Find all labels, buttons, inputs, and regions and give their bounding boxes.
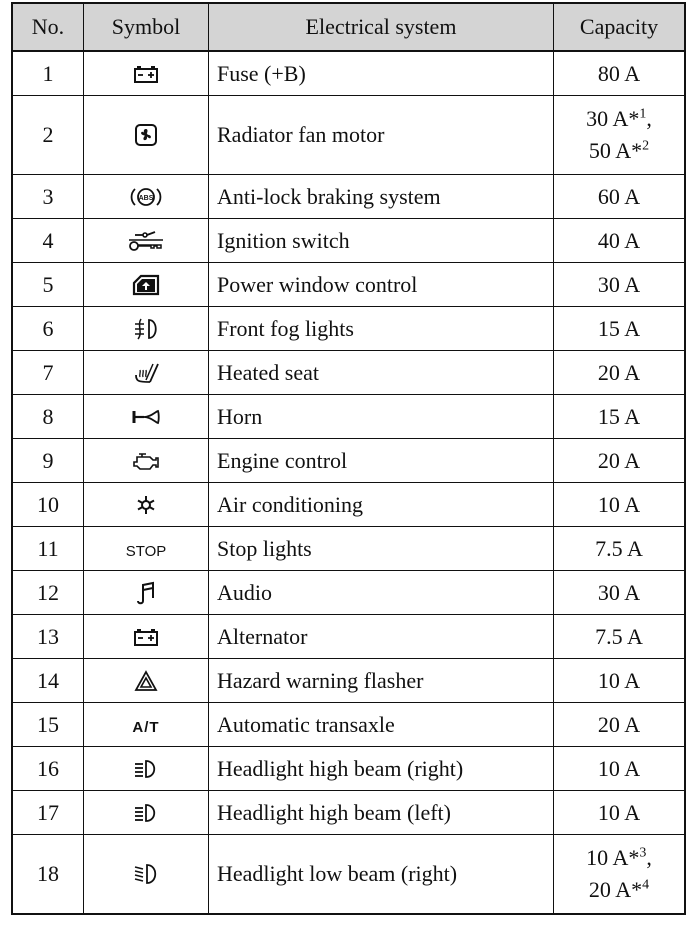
symbol-cell — [84, 51, 209, 96]
table-row — [12, 96, 685, 175]
capacity-value: 10 A — [554, 791, 686, 835]
symbol-cell — [84, 96, 209, 175]
table-row — [12, 483, 685, 527]
table-row — [12, 791, 685, 835]
heated-seat-icon — [132, 361, 160, 385]
footnote-mark: 2 — [642, 138, 650, 154]
hazard-icon — [134, 670, 158, 692]
capacity-value: 15 A — [554, 307, 686, 351]
system-name: Fuse (+B) — [209, 51, 554, 96]
radiator-fan-icon — [134, 123, 158, 147]
capacity-value: 10 A — [554, 747, 686, 791]
header-no: No. — [12, 3, 84, 51]
table-row — [12, 219, 685, 263]
system-name: Anti-lock braking system — [209, 175, 554, 219]
row-number: 17 — [12, 791, 84, 835]
row-number: 9 — [12, 439, 84, 483]
row-number: 11 — [12, 527, 84, 571]
fuse-capacity-table — [11, 2, 686, 915]
header-capacity: Capacity — [554, 3, 686, 51]
system-name: Automatic transaxle — [209, 703, 554, 747]
symbol-cell — [84, 791, 209, 835]
capacity-value: 7.5 A — [554, 615, 686, 659]
system-name: Audio — [209, 571, 554, 615]
system-name: Air conditioning — [209, 483, 554, 527]
battery-icon — [133, 65, 159, 83]
header-symbol: Symbol — [84, 3, 209, 51]
capacity-value: 30 A — [554, 263, 686, 307]
system-name: Radiator fan motor — [209, 96, 554, 175]
capacity-value: 15 A — [554, 395, 686, 439]
row-number: 10 — [12, 483, 84, 527]
symbol-cell — [84, 703, 209, 747]
row-number: 4 — [12, 219, 84, 263]
table-header-row — [12, 3, 685, 51]
footnote-mark: 4 — [642, 877, 650, 893]
air-conditioning-icon — [135, 494, 157, 516]
row-number: 7 — [12, 351, 84, 395]
row-number: 5 — [12, 263, 84, 307]
row-number: 14 — [12, 659, 84, 703]
system-name: Alternator — [209, 615, 554, 659]
symbol-cell — [84, 659, 209, 703]
table-row — [12, 615, 685, 659]
table-row — [12, 439, 685, 483]
system-name: Front fog lights — [209, 307, 554, 351]
table-row — [12, 835, 685, 915]
system-name: Headlight high beam (left) — [209, 791, 554, 835]
table-row — [12, 307, 685, 351]
symbol-cell — [84, 307, 209, 351]
abs-icon — [129, 186, 163, 208]
symbol-cell — [84, 527, 209, 571]
ignition-key-icon — [127, 230, 165, 252]
system-name: Hazard warning flasher — [209, 659, 554, 703]
capacity-value — [554, 835, 686, 915]
table-row — [12, 571, 685, 615]
symbol-cell — [84, 835, 209, 915]
symbol-cell — [84, 219, 209, 263]
svg-text:ABS: ABS — [138, 194, 154, 202]
capacity-value: 10 A — [554, 483, 686, 527]
row-number: 18 — [12, 835, 84, 915]
row-number: 6 — [12, 307, 84, 351]
capacity-value: 10 A — [554, 659, 686, 703]
capacity-line: 10 A*$^3$, — [586, 845, 652, 870]
battery-icon — [133, 628, 159, 646]
symbol-cell — [84, 395, 209, 439]
row-number: 15 — [12, 703, 84, 747]
symbol-cell — [84, 615, 209, 659]
footnote-mark: 3 — [639, 845, 647, 861]
horn-icon — [131, 408, 161, 426]
header-system: Electrical system — [209, 3, 554, 51]
capacity-line: 30 A*$^1$, — [586, 106, 652, 131]
capacity-value: 20 A — [554, 703, 686, 747]
row-number: 1 — [12, 51, 84, 96]
table-row — [12, 395, 685, 439]
system-name: Engine control — [209, 439, 554, 483]
system-name: Heated seat — [209, 351, 554, 395]
stop-lights-icon: STOP — [125, 542, 167, 560]
capacity-value — [554, 96, 686, 175]
table-row — [12, 351, 685, 395]
symbol-cell — [84, 263, 209, 307]
table-row — [12, 527, 685, 571]
table-row — [12, 703, 685, 747]
row-number: 16 — [12, 747, 84, 791]
symbol-cell — [84, 483, 209, 527]
symbol-cell — [84, 351, 209, 395]
capacity-value: 7.5 A — [554, 527, 686, 571]
capacity-value: 30 A — [554, 571, 686, 615]
system-name: Power window control — [209, 263, 554, 307]
system-name: Stop lights — [209, 527, 554, 571]
table-row — [12, 659, 685, 703]
table-row — [12, 51, 685, 96]
symbol-cell — [84, 439, 209, 483]
footnote-mark: 1 — [639, 106, 647, 122]
capacity-value: 20 A — [554, 351, 686, 395]
automatic-transaxle-icon: A/T — [132, 718, 160, 736]
row-number: 2 — [12, 96, 84, 175]
table-row — [12, 175, 685, 219]
capacity-line: 50 A*$^2$ — [588, 138, 650, 163]
system-name: Headlight high beam (right) — [209, 747, 554, 791]
system-name: Ignition switch — [209, 219, 554, 263]
table-row — [12, 747, 685, 791]
high-beam-icon — [132, 803, 160, 823]
symbol-cell — [84, 747, 209, 791]
audio-icon — [136, 581, 156, 605]
front-fog-light-icon — [131, 317, 161, 341]
capacity-line: 20 A*$^4$ — [588, 877, 650, 902]
power-window-icon — [132, 274, 160, 296]
capacity-value: 60 A — [554, 175, 686, 219]
system-name: Headlight low beam (right) — [209, 835, 554, 915]
low-beam-icon — [132, 863, 160, 885]
system-name: Horn — [209, 395, 554, 439]
row-number: 12 — [12, 571, 84, 615]
table-row — [12, 263, 685, 307]
high-beam-icon — [132, 759, 160, 779]
row-number: 3 — [12, 175, 84, 219]
symbol-cell — [84, 571, 209, 615]
capacity-value: 20 A — [554, 439, 686, 483]
engine-icon — [131, 450, 161, 472]
capacity-value: 80 A — [554, 51, 686, 96]
row-number: 13 — [12, 615, 84, 659]
symbol-cell — [84, 175, 209, 219]
capacity-value: 40 A — [554, 219, 686, 263]
row-number: 8 — [12, 395, 84, 439]
